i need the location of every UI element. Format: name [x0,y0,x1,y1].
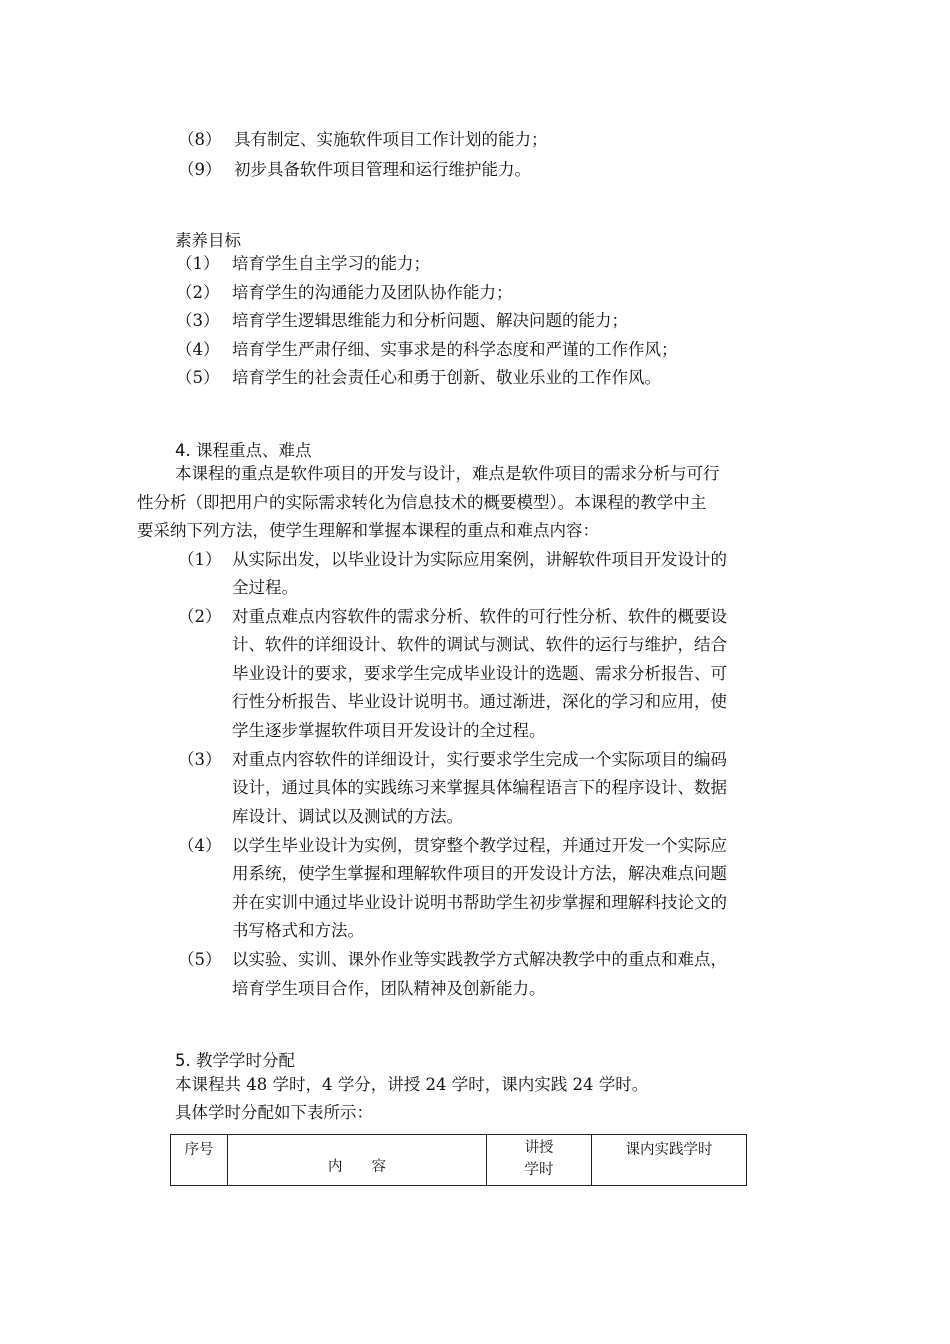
header-content [228,1135,487,1186]
section4-item-line: 库设计、调试以及测试的方法。 [232,807,463,826]
item-text: 培育学生的沟通能力及团队协作能力； [232,283,513,302]
ability-item-8 [178,128,548,152]
section4-title: 4. 课程重点、难点 [175,441,312,460]
section4-item-line: 设计，通过具体的实践练习来掌握具体编程语言下的程序设计、数据 [232,778,727,797]
hours-table [170,1134,747,1186]
item-number: （5） [176,368,220,387]
literacy-title: 素养目标 [175,231,241,250]
section4-item-line: 以学生毕业设计为实例，贯穿整个教学过程，并通过开发一个实际应 [232,836,727,855]
section4-item-line: 培育学生项目合作，团队精神及创新能力。 [232,979,546,998]
item-number: （8） [178,130,222,149]
section4-item-line: 行性分析报告、毕业设计说明书。通过渐进，深化的学习和应用，使 [232,692,727,711]
section4-item-line: 对重点难点内容软件的需求分析、软件的可行性分析、软件的概要设 [232,607,727,626]
section4-intro-line: 本课程的重点是软件项目的开发与设计，难点是软件项目的需求分析与可行 [175,464,720,483]
section4-intro-line: 要采纳下列方法，使学生理解和掌握本课程的重点和难点内容： [137,521,599,540]
section5-table-intro: 具体学时分配如下表所示： [175,1103,373,1122]
literacy-item-1 [176,252,430,276]
section4-item-number: （2） [178,607,222,626]
literacy-item-4 [176,338,678,362]
item-text: 培育学生的社会责任心和勇于创新、敬业乐业的工作作风。 [232,368,661,387]
section4-item-line: 从实际出发，以毕业设计为实际应用案例，讲解软件项目开发设计的 [232,550,727,569]
item-text: 培育学生严肃仔细、实事求是的科学态度和严谨的工作作风； [232,340,678,359]
item-number: （9） [178,160,222,179]
section4-item-line: 毕业设计的要求，要求学生完成毕业设计的选题、需求分析报告、可 [232,664,727,683]
section4-item-line: 全过程。 [232,578,298,597]
header-content-label: 内 容 [328,1159,386,1175]
item-text: 培育学生逻辑思维能力和分析问题、解决问题的能力； [232,311,628,330]
section4-item-line: 学生逐步掌握软件项目开发设计的全过程。 [232,721,546,740]
item-number: （1） [176,254,220,273]
ability-item-9 [178,158,531,182]
literacy-item-2 [176,281,513,305]
section4-item-line: 以实验、实训、课外作业等实践教学方式解决教学中的重点和难点， [232,950,727,969]
section4-item-number: （4） [178,836,222,855]
section4-item-number: （3） [178,750,222,769]
item-text: 具有制定、实施软件项目工作计划的能力； [234,130,548,149]
header-lecture-line2: 学时 [524,1162,554,1178]
item-number: （3） [176,311,220,330]
header-practice: 课内实践学时 [592,1135,747,1186]
header-seq: 序号 [171,1135,228,1186]
section4-item-line: 对重点内容软件的详细设计，实行要求学生完成一个实际项目的编码 [232,750,727,769]
literacy-item-3 [176,309,628,333]
section4-item-line: 并在实训中通过毕业设计说明书帮助学生初步掌握和理解科技论文的 [232,893,727,912]
header-lecture-line1: 讲授 [524,1140,554,1156]
section4-item-line: 用系统，使学生掌握和理解软件项目的开发设计方法，解决难点问题 [232,864,727,883]
item-number: （4） [176,340,220,359]
item-number: （2） [176,283,220,302]
literacy-item-5 [176,366,661,390]
section4-intro-line: 性分析（即把用户的实际需求转化为信息技术的概要模型）。本课程的教学中主 [137,493,707,512]
section4-item-number: （5） [178,950,222,969]
section4-item-line: 书写格式和方法。 [232,921,364,940]
table-header-row [171,1135,747,1186]
section4-item-line: 计、软件的详细设计、软件的调试与测试、软件的运行与维护，结合 [232,635,727,654]
item-text: 初步具备软件项目管理和运行维护能力。 [234,160,531,179]
section5-summary: 本课程共 48 学时，4 学分，讲授 24 学时，课内实践 24 学时。 [175,1075,649,1094]
item-text: 培育学生自主学习的能力； [232,254,430,273]
section4-item-number: （1） [178,550,222,569]
header-lecture [487,1135,592,1186]
section5-title: 5. 教学学时分配 [175,1051,295,1070]
